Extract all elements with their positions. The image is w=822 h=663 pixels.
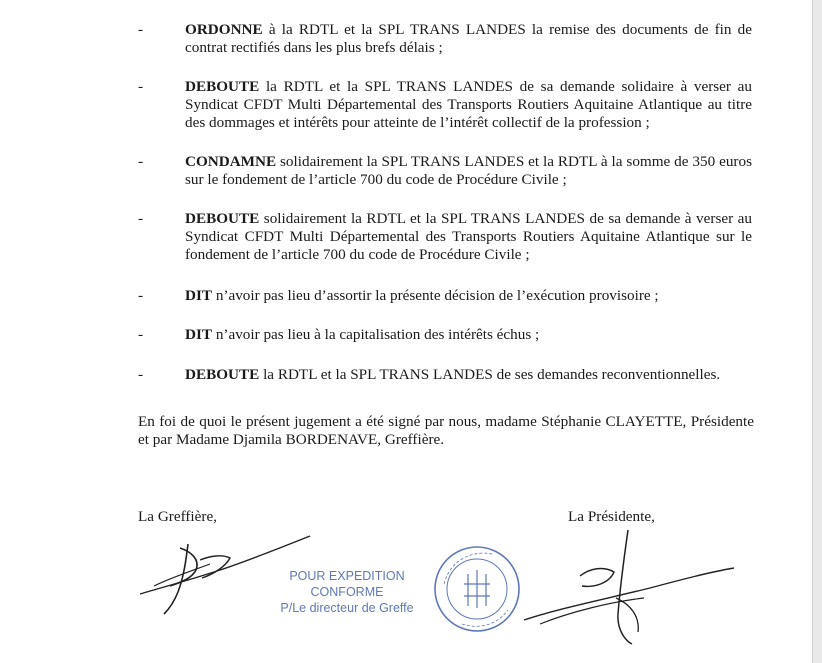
item-keyword: DIT [185, 287, 213, 304]
item-text [185, 366, 752, 384]
item-text [185, 287, 752, 305]
item-keyword: DIT [185, 326, 213, 343]
item-body: n’avoir pas lieu d’assortir la présente décision de l’exécution provisoire ; [212, 287, 659, 304]
item-body: la RDTL et la SPL TRANS LANDES de sa demande solidaire à verser au Syndicat CFDT Multi Départemental des Transports Routiers Aquitaine Atlantique au titre des dommages et intérêts pour atteinte de l’intérêt collectif de la profession ; [185, 78, 752, 131]
item-body: la RDTL et la SPL TRANS LANDES de ses demandes reconventionnelles. [259, 366, 721, 383]
item-keyword: DEBOUTE [185, 78, 260, 95]
list-item [138, 78, 758, 134]
list-item [138, 21, 758, 61]
court-seal [432, 544, 522, 634]
stamp-line-2: P/Le directeur de Greffe [280, 601, 414, 615]
item-text [185, 153, 752, 189]
list-dash: - [138, 210, 144, 227]
stamp-line-1: POUR EXPEDITION CONFORME [289, 569, 405, 599]
list-item [138, 153, 758, 193]
item-body: solidairement la RDTL et la SPL TRANS LANDES de sa demande à verser au Syndicat CFDT Multi Départemental des Transports Routiers Aquitaine Atlantique sur le fondement de l’article 700 du code de Procédure Civile ; [185, 210, 752, 263]
greffiere-label: La Greffière, [138, 508, 217, 525]
item-body: à la RDTL et la SPL TRANS LANDES la remise des documents de fin de contrat rectifiés dans les plus brefs délais ; [185, 21, 752, 56]
closing-paragraph: En foi de quoi le présent jugement a été signé par nous, madame Stéphanie CLAYETTE, Présidente et par Madame Djamila BORDENAVE, Greffière. [138, 413, 754, 448]
item-keyword: DEBOUTE [185, 366, 260, 383]
item-keyword: DEBOUTE [185, 210, 260, 227]
item-text [185, 78, 752, 132]
list-item [138, 326, 758, 346]
list-dash: - [138, 326, 144, 343]
list-dash: - [138, 366, 144, 383]
list-dash: - [138, 78, 144, 95]
item-body: solidairement la SPL TRANS LANDES et la RDTL à la somme de 350 euros sur le fondement de l’article 700 du code de Procédure Civile ; [185, 153, 752, 188]
item-text [185, 21, 752, 57]
presidente-signature [520, 528, 740, 648]
presidente-label: La Présidente, [568, 508, 655, 525]
list-item [138, 287, 758, 307]
list-dash: - [138, 153, 144, 170]
item-keyword: ORDONNE [185, 21, 263, 38]
item-text [185, 210, 752, 264]
list-item [138, 366, 758, 386]
list-dash: - [138, 287, 144, 304]
item-text [185, 326, 752, 344]
stamp-text [258, 568, 436, 616]
list-dash: - [138, 21, 144, 38]
item-body: n’avoir pas lieu à la capitalisation des intérêts échus ; [212, 326, 540, 343]
item-keyword: CONDAMNE [185, 153, 277, 170]
list-item [138, 210, 758, 266]
